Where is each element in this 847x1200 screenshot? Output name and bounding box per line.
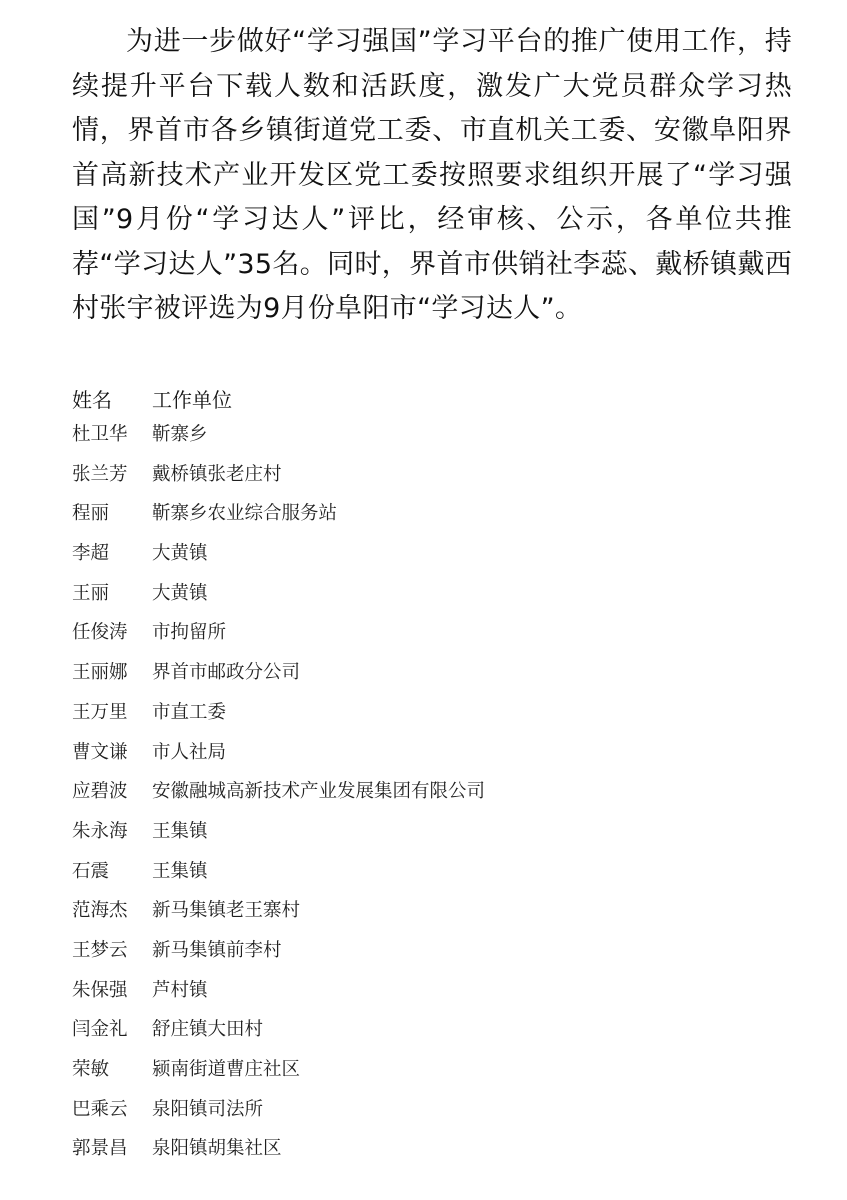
cell-name: 朱保强: [72, 979, 128, 1001]
cell-unit: 市拘留所: [152, 622, 227, 644]
cell-unit: 舒庄镇大田村: [152, 1019, 264, 1041]
cell-name: 石震: [72, 860, 110, 882]
cell-unit: 王集镇: [152, 820, 208, 842]
cell-name: 郭景昌: [72, 1138, 128, 1160]
table-row: [72, 774, 792, 814]
cell-unit: 界首市邮政分公司: [152, 662, 301, 684]
cell-unit: 市直工委: [152, 701, 227, 723]
cell-name: 王丽娜: [72, 662, 128, 684]
table-row: [72, 655, 792, 695]
cell-unit: 靳寨乡农业综合服务站: [152, 503, 338, 525]
cell-name: 张兰芳: [72, 463, 128, 485]
cell-name: 朱永海: [72, 820, 128, 842]
cell-name: 范海杰: [72, 900, 128, 922]
cell-name: 应碧波: [72, 781, 128, 803]
cell-unit: 新马集镇老王寨村: [152, 900, 301, 922]
table-row: [72, 735, 792, 775]
cell-unit: 大黄镇: [152, 582, 208, 604]
cell-unit: 大黄镇: [152, 543, 208, 565]
table-row: [72, 417, 792, 457]
cell-name: 曹文谦: [72, 741, 128, 763]
cell-name: 任俊涛: [72, 622, 128, 644]
table-row: [72, 973, 792, 1013]
intro-paragraph: 为进一步做好“学习强国”学习平台的推广使用工作，持续提升平台下载人数和活跃度，激发广大党员群众学习热情，界首市各乡镇街道党工委、市直机关工委、安徽阜阳界首高新技术产业开发区党工委按照要求组织开展了“学习强国”9月份“学习达人”评比，经审核、公示，各单位共推荐“学习达人”35名。同时，界首市供销社李蕊、戴桥镇戴西村张宇被评选为9月份阜阳市“学习达人”。: [72, 26, 792, 324]
cell-name: 程丽: [72, 503, 110, 525]
cell-unit: 王集镇: [152, 860, 208, 882]
table-row: [72, 814, 792, 854]
header-name: 姓名: [72, 388, 112, 412]
table-row: [72, 933, 792, 973]
cell-unit: 戴桥镇张老庄村: [152, 463, 282, 485]
table-row: [72, 1052, 792, 1092]
cell-name: 李超: [72, 543, 110, 565]
table-row: [72, 576, 792, 616]
cell-unit: 芦村镇: [152, 979, 208, 1001]
cell-name: 王梦云: [72, 939, 128, 961]
table-row: [72, 457, 792, 497]
cell-unit: 新马集镇前李村: [152, 939, 282, 961]
table-header: [72, 386, 772, 414]
table-row: [72, 615, 792, 655]
table-row: [72, 536, 792, 576]
cell-name: 闫金礼: [72, 1019, 128, 1041]
cell-name: 巴乘云: [72, 1098, 128, 1120]
cell-unit: 靳寨乡: [152, 424, 208, 445]
cell-name: 荣敏: [72, 1059, 110, 1080]
cell-unit: 泉阳镇司法所: [152, 1098, 264, 1120]
cell-unit: 颍南街道曹庄社区: [152, 1059, 301, 1080]
table-row: [72, 1092, 792, 1132]
cell-unit: 安徽融城高新技术产业发展集团有限公司: [152, 781, 486, 803]
table-row: [72, 496, 792, 536]
cell-name: 王丽: [72, 582, 110, 604]
cell-name: 杜卫华: [72, 424, 128, 445]
table-row: [72, 1131, 792, 1171]
table-row: [72, 893, 792, 933]
header-unit: 工作单位: [152, 388, 232, 412]
table-row: [72, 1012, 792, 1052]
cell-name: 王万里: [72, 701, 128, 723]
table-body: [72, 417, 792, 1171]
cell-unit: 泉阳镇胡集社区: [152, 1138, 282, 1160]
table-row: [72, 854, 792, 894]
cell-unit: 市人社局: [152, 741, 227, 763]
table-row: [72, 695, 792, 735]
